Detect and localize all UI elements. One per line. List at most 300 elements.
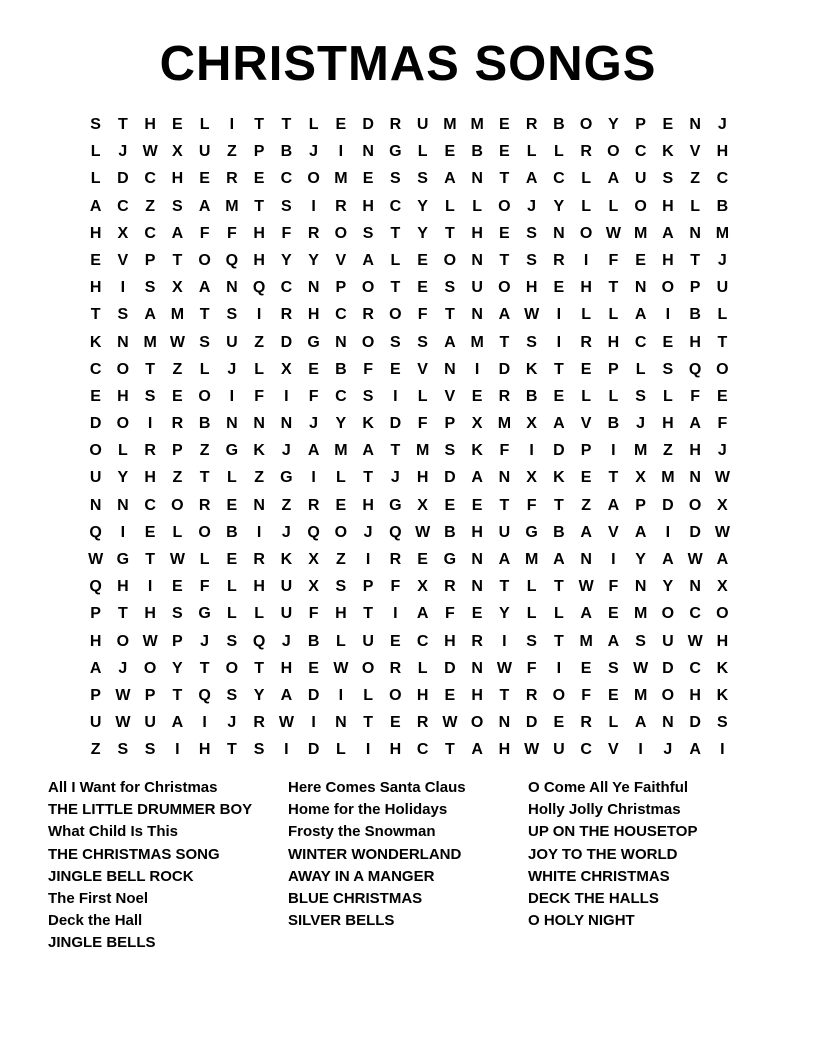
grid-letter: S <box>335 578 347 596</box>
grid-letter: U <box>416 116 429 133</box>
grid-letter: E <box>444 496 456 514</box>
grid-letter: O <box>334 224 348 242</box>
grid-letter: T <box>172 686 183 704</box>
grid-letter: R <box>471 632 483 650</box>
grid-letter: S <box>172 197 183 215</box>
grid-letter: Q <box>252 632 266 650</box>
grid-letter: I <box>556 659 562 677</box>
grid-letter: F <box>581 686 592 704</box>
grid-letter: T <box>444 224 455 242</box>
grid-letter: S <box>226 306 238 324</box>
grid-letter: W <box>633 659 649 677</box>
grid-letter: Q <box>252 279 266 297</box>
grid-letter: R <box>280 306 293 324</box>
grid-letter: X <box>635 469 646 487</box>
grid-letter: H <box>716 632 729 650</box>
grid-letter: S <box>635 632 646 650</box>
grid-letter: J <box>281 632 291 650</box>
grid-letter: H <box>416 686 429 704</box>
grid-letter: E <box>499 224 510 242</box>
grid-letter: E <box>471 387 483 405</box>
grid-letter: N <box>117 496 129 514</box>
grid-letter: Z <box>172 469 183 487</box>
grid-letter: N <box>280 415 293 433</box>
grid-letter: A <box>634 306 647 324</box>
grid-letter: B <box>716 197 729 215</box>
grid-letter: N <box>362 143 374 161</box>
grid-letter: N <box>498 714 511 732</box>
grid-letter: Q <box>89 578 102 596</box>
grid-letter: S <box>608 659 619 677</box>
grid-letter: U <box>198 143 211 161</box>
grid-letter: E <box>580 469 592 487</box>
grid-letter: D <box>117 170 129 188</box>
grid-letter: C <box>280 170 293 188</box>
grid-letter: S <box>417 170 428 188</box>
grid-letter: D <box>662 659 674 677</box>
grid-letter: A <box>607 632 620 650</box>
grid-letter: P <box>172 632 183 650</box>
grid-letter: P <box>90 686 101 704</box>
grid-letter: N <box>226 415 238 433</box>
grid-letter: R <box>389 659 402 677</box>
grid-letter: A <box>607 170 620 188</box>
grid-letter: R <box>253 714 265 732</box>
grid-letter: E <box>635 251 646 269</box>
grid-letter: P <box>635 496 646 514</box>
grid-letter: I <box>611 551 616 568</box>
grid-row <box>82 356 736 383</box>
grid-letter: A <box>553 415 565 433</box>
grid-letter: E <box>390 714 401 732</box>
grid-letter: Z <box>90 741 101 759</box>
grid-letter: E <box>499 116 510 133</box>
word-list-item: THE CHRISTMAS SONG <box>48 845 220 863</box>
grid-letter: T <box>90 306 101 324</box>
grid-letter: O <box>443 251 457 269</box>
grid-letter: A <box>580 523 592 541</box>
grid-letter: U <box>471 279 483 297</box>
grid-letter: T <box>199 306 210 324</box>
word-list-item: Here Comes Santa Claus <box>288 779 466 796</box>
grid-letter: X <box>471 415 483 433</box>
word-list-item: All I Want for Christmas <box>48 779 218 796</box>
grid-letter: S <box>253 741 265 759</box>
grid-letter: W <box>278 714 294 732</box>
grid-letter: S <box>144 741 156 759</box>
grid-letter: Y <box>608 116 619 133</box>
grid-letter: H <box>280 659 293 677</box>
grid-letter: N <box>226 279 238 297</box>
grid-letter: W <box>333 659 349 677</box>
grid-letter: W <box>496 659 512 677</box>
grid-letter: L <box>172 523 183 541</box>
grid-row <box>82 682 736 709</box>
grid-letter: D <box>362 116 374 133</box>
grid-letter: S <box>362 224 374 242</box>
grid-letter: H <box>580 279 592 297</box>
grid-letter: F <box>199 224 210 242</box>
grid-letter: U <box>662 632 674 650</box>
grid-letter: T <box>444 741 455 759</box>
grid-letter: L <box>90 170 101 188</box>
grid-letter: T <box>199 469 210 487</box>
grid-letter: N <box>307 279 320 297</box>
grid-letter: B <box>607 415 620 433</box>
grid-letter: M <box>470 116 484 133</box>
word-list-item: What Child Is This <box>48 823 178 841</box>
word-list-item: WHITE CHRISTMAS <box>528 867 670 885</box>
grid-letter: J <box>281 442 291 460</box>
grid-letter: V <box>417 360 428 378</box>
grid-letter: T <box>199 659 210 677</box>
grid-letter: C <box>416 632 429 650</box>
grid-letter: H <box>335 605 347 623</box>
grid-letter: E <box>553 387 565 405</box>
grid-letter: A <box>607 496 620 514</box>
grid-letter: O <box>143 659 157 677</box>
grid-letter: S <box>662 360 674 378</box>
word-list-item: JINGLE BELL ROCK <box>48 867 194 885</box>
grid-letter: O <box>498 197 511 215</box>
grid-letter: B <box>335 360 347 378</box>
grid-letter: T <box>390 279 401 297</box>
grid-letter: C <box>89 360 102 378</box>
grid-letter: S <box>444 279 456 297</box>
grid-letter: H <box>253 224 265 242</box>
grid-letter: S <box>199 333 210 351</box>
grid-letter: V <box>608 523 619 541</box>
grid-letter: C <box>553 170 565 188</box>
grid-letter: R <box>553 251 565 269</box>
grid-letter: A <box>444 170 456 188</box>
grid-letter: F <box>417 415 428 433</box>
grid-letter: I <box>147 415 153 433</box>
word-list-item: SILVER BELLS <box>288 912 395 930</box>
grid-letter: L <box>335 632 346 650</box>
grid-letter: L <box>254 605 265 623</box>
grid-row <box>82 573 736 600</box>
grid-letter: L <box>553 605 564 623</box>
grid-letter: N <box>444 360 456 378</box>
grid-letter: S <box>117 741 129 759</box>
grid-letter: N <box>634 279 647 297</box>
grid-letter: M <box>633 686 648 704</box>
grid-letter: Y <box>553 197 565 215</box>
grid-letter: K <box>716 686 729 704</box>
grid-letter: S <box>172 605 183 623</box>
grid-letter: F <box>308 387 319 405</box>
grid-letter: L <box>226 469 237 487</box>
grid-letter: G <box>280 469 293 487</box>
grid-letter: N <box>689 116 701 133</box>
grid-letter: C <box>580 741 592 759</box>
grid-letter: D <box>307 741 320 759</box>
grid-letter: A <box>689 415 701 433</box>
grid-letter: I <box>338 143 344 161</box>
grid-letter: E <box>253 170 265 188</box>
grid-letter: E <box>717 387 728 405</box>
grid-letter: I <box>556 306 562 324</box>
grid-letter: F <box>417 306 428 324</box>
grid-letter: X <box>308 578 319 596</box>
grid-letter: N <box>335 333 347 351</box>
grid-letter: W <box>442 714 458 732</box>
grid-row <box>82 138 736 165</box>
grid-letter: W <box>142 632 158 650</box>
grid-letter: L <box>472 197 483 215</box>
grid-letter: Q <box>225 251 239 269</box>
grid-letter: H <box>498 741 511 759</box>
grid-letter: D <box>444 469 456 487</box>
grid-letter: C <box>144 224 156 242</box>
grid-letter: R <box>389 551 402 568</box>
grid-letter: A <box>525 170 538 188</box>
grid-letter: L <box>199 360 210 378</box>
grid-letter: V <box>580 415 592 433</box>
grid-letter: H <box>716 143 729 161</box>
grid-row <box>82 247 736 274</box>
grid-letter: B <box>280 143 293 161</box>
grid-letter: I <box>529 442 534 460</box>
grid-letter: I <box>256 523 262 541</box>
grid-letter: Y <box>662 578 674 596</box>
grid-letter: V <box>689 143 701 161</box>
grid-letter: H <box>607 333 620 351</box>
grid-letter: X <box>117 224 129 242</box>
grid-letter: H <box>171 170 184 188</box>
grid-letter: S <box>662 170 674 188</box>
grid-letter: G <box>443 551 457 568</box>
word-list-column <box>528 777 788 955</box>
grid-letter: Y <box>417 197 428 215</box>
grid-letter: H <box>525 279 538 297</box>
grid-letter: L <box>581 306 592 324</box>
grid-letter: A <box>662 551 674 568</box>
grid-letter: S <box>526 632 537 650</box>
grid-letter: T <box>499 496 510 514</box>
grid-letter: M <box>715 224 730 242</box>
word-list-item: The First Noel <box>48 890 149 908</box>
grid-letter: Z <box>690 170 701 188</box>
grid-letter: W <box>524 741 540 759</box>
grid-letter: O <box>552 686 566 704</box>
grid-letter: L <box>526 143 537 161</box>
grid-letter: F <box>690 387 701 405</box>
grid-letter: T <box>690 251 701 269</box>
grid-letter: Z <box>172 360 183 378</box>
word-list-item: Holly Jolly Christmas <box>528 801 681 819</box>
grid-letter: I <box>311 469 316 487</box>
grid-letter: T <box>254 659 265 677</box>
grid-letter: C <box>144 496 156 514</box>
grid-letter: L <box>553 143 564 161</box>
grid-row <box>82 519 736 546</box>
grid-letter: C <box>634 143 647 161</box>
grid-letter: N <box>689 224 701 242</box>
grid-letter: O <box>579 224 593 242</box>
grid-letter: J <box>390 469 400 487</box>
grid-letter: I <box>665 306 671 324</box>
grid-letter: J <box>363 523 373 541</box>
grid-letter: H <box>89 632 102 650</box>
grid-letter: A <box>362 251 374 269</box>
grid-letter: T <box>226 741 237 759</box>
grid-letter: O <box>389 306 402 324</box>
grid-letter: R <box>362 306 374 324</box>
grid-letter: E <box>499 143 510 161</box>
grid-letter: E <box>553 279 565 297</box>
grid-letter: H <box>471 523 483 541</box>
grid-letter: O <box>470 714 484 732</box>
grid-letter: T <box>608 279 619 297</box>
grid-letter: C <box>689 659 701 677</box>
grid-letter: I <box>611 442 616 460</box>
grid-letter: X <box>526 469 537 487</box>
grid-letter: G <box>389 143 402 161</box>
grid-letter: H <box>117 387 129 405</box>
grid-letter: Z <box>254 469 265 487</box>
grid-letter: G <box>307 333 320 351</box>
grid-letter: S <box>144 387 156 405</box>
grid-letter: S <box>390 333 401 351</box>
grid-letter: M <box>633 442 648 460</box>
grid-letter: N <box>471 578 483 596</box>
grid-letter: I <box>365 551 371 568</box>
grid-letter: L <box>363 686 374 704</box>
grid-letter: S <box>417 333 428 351</box>
grid-letter: M <box>633 605 648 623</box>
grid-letter: N <box>471 551 483 568</box>
grid-letter: L <box>254 360 265 378</box>
grid-letter: P <box>689 279 701 297</box>
grid-letter: S <box>362 387 374 405</box>
grid-letter: A <box>198 279 211 297</box>
grid-letter: Y <box>417 224 428 242</box>
grid-letter: U <box>498 523 511 541</box>
grid-letter: Z <box>335 551 346 568</box>
grid-letter: P <box>608 360 619 378</box>
grid-letter: L <box>308 116 319 133</box>
grid-letter: I <box>474 360 480 378</box>
grid-letter: G <box>198 605 211 623</box>
grid-letter: Z <box>281 496 292 514</box>
grid-letter: E <box>390 360 401 378</box>
grid-letter: V <box>608 741 619 759</box>
grid-letter: Z <box>226 143 237 161</box>
grid-letter: U <box>89 469 102 487</box>
word-list-item: AWAY IN A MANGER <box>288 867 435 885</box>
grid-letter: S <box>281 197 292 215</box>
grid-letter: J <box>118 143 128 161</box>
grid-letter: M <box>470 333 484 351</box>
grid-letter: R <box>253 551 265 568</box>
grid-letter: A <box>362 442 374 460</box>
page-title: CHRISTMAS SONGS <box>159 37 657 91</box>
grid-letter: O <box>116 415 130 433</box>
grid-letter: N <box>662 714 674 732</box>
grid-letter: S <box>90 116 101 133</box>
grid-letter: H <box>144 605 156 623</box>
grid-letter: I <box>720 741 725 759</box>
word-list <box>48 777 788 955</box>
grid-row <box>82 193 736 220</box>
grid-letter: A <box>716 551 729 568</box>
grid-letter: E <box>580 659 592 677</box>
word-list-item: UP ON THE HOUSETOP <box>528 823 698 841</box>
grid-letter: K <box>362 415 374 433</box>
grid-letter: E <box>90 251 101 269</box>
grid-row <box>82 492 736 519</box>
word-list-item: WINTER WONDERLAND <box>288 845 462 863</box>
grid-letter: L <box>417 143 428 161</box>
grid-row <box>82 165 736 192</box>
grid-letter: N <box>689 469 701 487</box>
grid-letter: E <box>444 686 456 704</box>
grid-letter: T <box>717 333 728 351</box>
grid-letter: D <box>662 496 674 514</box>
grid-letter: I <box>229 387 235 405</box>
grid-letter: D <box>689 523 701 541</box>
grid-letter: W <box>169 333 185 351</box>
grid-letter: C <box>335 306 347 324</box>
grid-letter: O <box>116 632 130 650</box>
grid-letter: Q <box>389 523 402 541</box>
grid-letter: S <box>526 333 537 351</box>
grid-letter: P <box>90 605 101 623</box>
grid-letter: W <box>169 551 185 568</box>
grid-letter: C <box>716 170 729 188</box>
grid-letter: O <box>661 605 675 623</box>
grid-letter: Q <box>198 686 211 704</box>
grid-letter: G <box>225 442 239 460</box>
grid-letter: H <box>416 469 429 487</box>
word-list-column <box>48 777 288 955</box>
grid-letter: J <box>527 197 537 215</box>
grid-letter: A <box>280 686 293 704</box>
grid-letter: U <box>280 578 293 596</box>
grid-letter: E <box>172 578 183 596</box>
grid-letter: I <box>393 387 398 405</box>
grid-letter: C <box>634 333 647 351</box>
grid-letter: W <box>88 551 104 568</box>
grid-letter: T <box>281 116 292 133</box>
grid-letter: Y <box>499 605 510 623</box>
grid-letter: A <box>689 741 701 759</box>
grid-letter: N <box>634 578 647 596</box>
grid-letter: Z <box>581 496 592 514</box>
grid-letter: J <box>200 632 210 650</box>
grid-row <box>82 655 736 682</box>
grid-letter: D <box>444 659 456 677</box>
grid-letter: N <box>553 224 565 242</box>
grid-row <box>82 329 736 356</box>
grid-letter: R <box>335 197 347 215</box>
grid-letter: K <box>471 442 483 460</box>
grid-letter: O <box>361 279 375 297</box>
grid-letter: R <box>198 496 211 514</box>
grid-letter: H <box>144 116 156 133</box>
grid-letter: E <box>417 251 428 269</box>
grid-letter: N <box>471 251 483 269</box>
word-list-item: Home for the Holidays <box>288 801 448 819</box>
grid-letter: L <box>608 197 619 215</box>
grid-letter: D <box>89 415 102 433</box>
grid-letter: H <box>689 333 701 351</box>
grid-letter: W <box>578 578 594 596</box>
grid-letter: O <box>661 686 675 704</box>
grid-letter: N <box>580 551 592 568</box>
